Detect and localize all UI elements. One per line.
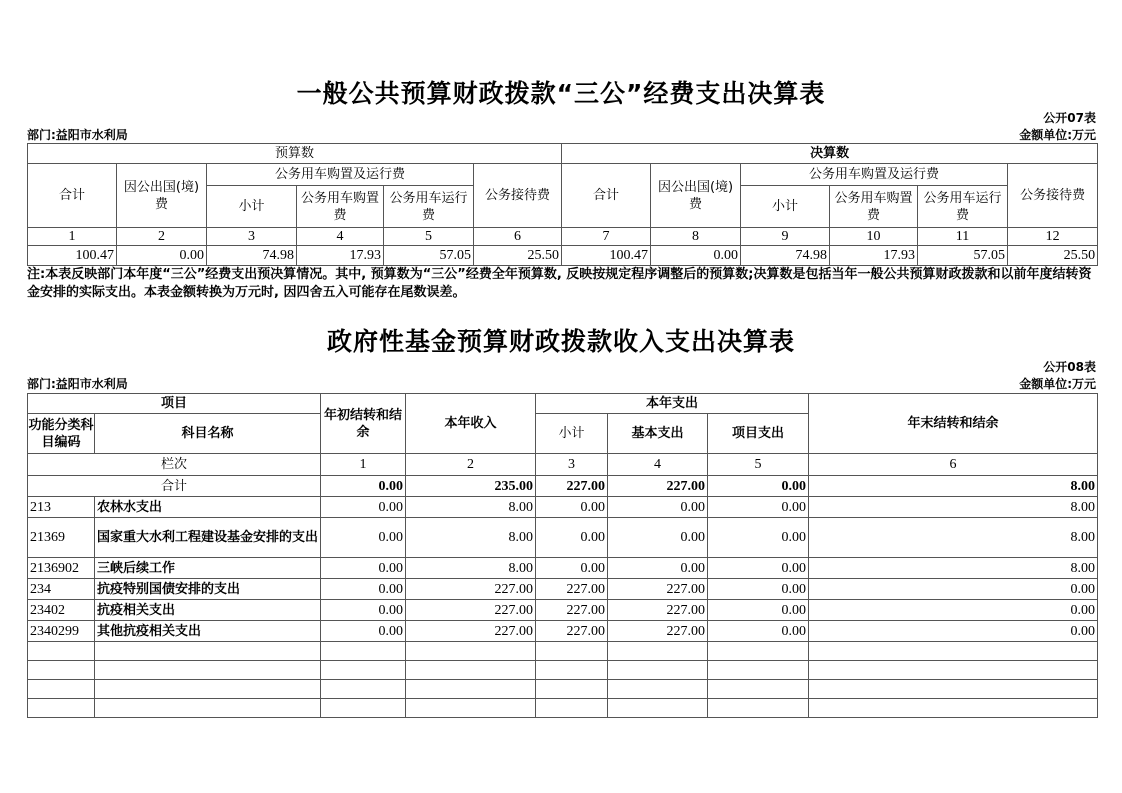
empty-cell xyxy=(321,642,406,661)
empty-row xyxy=(28,642,1098,661)
total-label: 合计 xyxy=(28,476,321,497)
total-cell: 227.00 xyxy=(608,476,708,497)
subject-code: 234 xyxy=(28,579,95,600)
subject-code: 213 xyxy=(28,497,95,518)
empty-cell xyxy=(95,680,321,699)
value-cell: 0.00 xyxy=(809,621,1098,642)
column-index: 4 xyxy=(608,454,708,476)
value-cell: 227.00 xyxy=(608,600,708,621)
value-cell: 227.00 xyxy=(536,600,608,621)
empty-cell xyxy=(536,680,608,699)
subject-name: 国家重大水利工程建设基金安排的支出 xyxy=(95,518,321,558)
value-cell: 0.00 xyxy=(708,600,809,621)
value-cell: 0.00 xyxy=(608,497,708,518)
value-cell: 0.00 xyxy=(708,579,809,600)
index-row xyxy=(28,454,1098,476)
empty-cell xyxy=(809,680,1098,699)
subject-code: 21369 xyxy=(28,518,95,558)
column-index: 2 xyxy=(117,228,207,246)
three-public-expense-table xyxy=(27,143,1098,266)
value-cell: 0.00 xyxy=(708,497,809,518)
table2-dept: 部门:益阳市水利局 xyxy=(27,377,128,391)
column-index: 9 xyxy=(741,228,830,246)
total-cell: 0.00 xyxy=(708,476,809,497)
total-cell: 0.00 xyxy=(321,476,406,497)
column-index: 6 xyxy=(809,454,1098,476)
value-cell: 0.00 xyxy=(321,518,406,558)
column-index: 6 xyxy=(474,228,562,246)
column-index: 8 xyxy=(651,228,741,246)
name-header: 科目名称 xyxy=(95,414,321,454)
subject-name: 三峡后续工作 xyxy=(95,558,321,579)
column-index: 7 xyxy=(562,228,651,246)
value-cell: 227.00 xyxy=(406,621,536,642)
project-header: 项目支出 xyxy=(708,414,809,454)
begin-balance-header: 年初结转和结余 xyxy=(321,394,406,454)
table1-unit: 金额单位:万元 xyxy=(1019,128,1096,142)
value-cell: 0.00 xyxy=(321,621,406,642)
budget-group-header: 预算数 xyxy=(28,144,562,164)
total-cell: 8.00 xyxy=(809,476,1098,497)
table-row xyxy=(28,579,1098,600)
abroad-header: 因公出国(境)费 xyxy=(651,164,741,228)
value-cell: 17.93 xyxy=(297,246,384,266)
value-cell: 8.00 xyxy=(809,518,1098,558)
column-index: 10 xyxy=(830,228,918,246)
value-cell: 227.00 xyxy=(608,579,708,600)
empty-cell xyxy=(406,642,536,661)
value-cell: 74.98 xyxy=(741,246,830,266)
value-cell: 0.00 xyxy=(536,518,608,558)
value-cell: 8.00 xyxy=(406,558,536,579)
table1-dept: 部门:益阳市水利局 xyxy=(27,128,128,142)
empty-row xyxy=(28,661,1098,680)
empty-cell xyxy=(28,661,95,680)
table-row xyxy=(28,621,1098,642)
value-cell: 227.00 xyxy=(536,579,608,600)
value-cell: 17.93 xyxy=(830,246,918,266)
car-running-header: 公务用车运行费 xyxy=(918,186,1008,228)
table-row xyxy=(28,600,1098,621)
subtotal-header: 小计 xyxy=(536,414,608,454)
subject-code: 2136902 xyxy=(28,558,95,579)
empty-cell xyxy=(95,642,321,661)
table1-note: 注:本表反映部门本年度“三公”经费支出预决算情况。其中, 预算数为“三公”经费全年预算数, 反映按规定程序调整后的预算数;决算数是包括当年一般公共预算财政拨款和以前年度结转资金安排的实际支出。本表金额转换为万元时, 因四舍五入可能存在尾数误差。 xyxy=(27,267,1092,300)
value-cell: 227.00 xyxy=(406,600,536,621)
empty-cell xyxy=(708,680,809,699)
column-index: 3 xyxy=(536,454,608,476)
total-header: 合计 xyxy=(562,164,651,228)
subject-name: 其他抗疫相关支出 xyxy=(95,621,321,642)
value-cell: 0.00 xyxy=(536,497,608,518)
basic-header: 基本支出 xyxy=(608,414,708,454)
car-header: 公务用车购置及运行费 xyxy=(207,164,474,186)
subtotal-header: 小计 xyxy=(207,186,297,228)
value-cell: 0.00 xyxy=(536,558,608,579)
value-cell: 0.00 xyxy=(608,558,708,579)
empty-cell xyxy=(28,699,95,718)
empty-cell xyxy=(608,699,708,718)
column-index: 2 xyxy=(406,454,536,476)
empty-cell xyxy=(95,699,321,718)
empty-cell xyxy=(809,642,1098,661)
income-header: 本年收入 xyxy=(406,394,536,454)
column-index: 12 xyxy=(1008,228,1098,246)
value-cell: 0.00 xyxy=(117,246,207,266)
value-cell: 0.00 xyxy=(809,579,1098,600)
empty-cell xyxy=(406,680,536,699)
table2-unit: 金额单位:万元 xyxy=(1019,377,1096,391)
car-purchase-header: 公务用车购置费 xyxy=(297,186,384,228)
value-cell: 0.00 xyxy=(608,518,708,558)
empty-cell xyxy=(536,642,608,661)
value-cell: 0.00 xyxy=(708,621,809,642)
table-row xyxy=(28,518,1098,558)
value-cell: 74.98 xyxy=(207,246,297,266)
value-cell: 0.00 xyxy=(321,579,406,600)
code-header: 功能分类科目编码 xyxy=(28,414,95,454)
empty-cell xyxy=(536,699,608,718)
total-cell: 235.00 xyxy=(406,476,536,497)
reception-header: 公务接待费 xyxy=(1008,164,1098,228)
subtotal-header: 小计 xyxy=(741,186,830,228)
car-header: 公务用车购置及运行费 xyxy=(741,164,1008,186)
empty-cell xyxy=(608,680,708,699)
total-row xyxy=(28,476,1098,497)
empty-cell xyxy=(608,661,708,680)
car-running-header: 公务用车运行费 xyxy=(384,186,474,228)
subject-name: 抗疫相关支出 xyxy=(95,600,321,621)
gov-fund-table xyxy=(27,393,1098,718)
empty-cell xyxy=(536,661,608,680)
empty-cell xyxy=(608,642,708,661)
column-index: 5 xyxy=(384,228,474,246)
value-cell: 57.05 xyxy=(384,246,474,266)
column-index: 1 xyxy=(28,228,117,246)
value-cell: 227.00 xyxy=(608,621,708,642)
empty-cell xyxy=(95,661,321,680)
column-label: 栏次 xyxy=(28,454,321,476)
subject-code: 23402 xyxy=(28,600,95,621)
value-cell: 25.50 xyxy=(1008,246,1098,266)
empty-cell xyxy=(809,661,1098,680)
table-row xyxy=(28,497,1098,518)
value-cell: 0.00 xyxy=(651,246,741,266)
end-balance-header: 年末结转和结余 xyxy=(809,394,1098,454)
column-index: 3 xyxy=(207,228,297,246)
subject-name: 农林水支出 xyxy=(95,497,321,518)
expense-header: 本年支出 xyxy=(536,394,809,414)
subject-name: 抗疫特别国债安排的支出 xyxy=(95,579,321,600)
empty-cell xyxy=(708,642,809,661)
total-header: 合计 xyxy=(28,164,117,228)
column-index: 11 xyxy=(918,228,1008,246)
value-cell: 8.00 xyxy=(406,518,536,558)
reception-header: 公务接待费 xyxy=(474,164,562,228)
value-cell: 25.50 xyxy=(474,246,562,266)
table2-title: 政府性基金预算财政拨款收入支出决算表 xyxy=(326,327,795,356)
empty-cell xyxy=(708,661,809,680)
value-cell: 227.00 xyxy=(406,579,536,600)
column-index: 4 xyxy=(297,228,384,246)
empty-cell xyxy=(28,680,95,699)
value-cell: 8.00 xyxy=(406,497,536,518)
value-cell: 57.05 xyxy=(918,246,1008,266)
empty-cell xyxy=(406,699,536,718)
value-cell: 0.00 xyxy=(321,497,406,518)
value-cell: 100.47 xyxy=(562,246,651,266)
car-purchase-header: 公务用车购置费 xyxy=(830,186,918,228)
empty-cell xyxy=(809,699,1098,718)
empty-cell xyxy=(321,699,406,718)
table1-code: 公开07表 xyxy=(1043,111,1096,125)
empty-cell xyxy=(406,661,536,680)
table2-code: 公开08表 xyxy=(1043,360,1096,374)
table1-title: 一般公共预算财政拨款“三公”经费支出决算表 xyxy=(296,79,826,108)
value-cell: 8.00 xyxy=(809,497,1098,518)
subject-code: 2340299 xyxy=(28,621,95,642)
column-index: 5 xyxy=(708,454,809,476)
value-cell: 0.00 xyxy=(321,558,406,579)
empty-cell xyxy=(28,642,95,661)
value-cell: 8.00 xyxy=(809,558,1098,579)
value-cell: 227.00 xyxy=(536,621,608,642)
empty-cell xyxy=(321,680,406,699)
final-group-header: 决算数 xyxy=(562,144,1098,164)
abroad-header: 因公出国(境)费 xyxy=(117,164,207,228)
value-cell: 0.00 xyxy=(708,518,809,558)
column-index: 1 xyxy=(321,454,406,476)
value-cell: 0.00 xyxy=(321,600,406,621)
value-cell: 0.00 xyxy=(708,558,809,579)
table-row xyxy=(28,558,1098,579)
value-cell: 0.00 xyxy=(809,600,1098,621)
item-header: 项目 xyxy=(28,394,321,414)
empty-cell xyxy=(321,661,406,680)
empty-cell xyxy=(708,699,809,718)
empty-row xyxy=(28,699,1098,718)
empty-row xyxy=(28,680,1098,699)
total-cell: 227.00 xyxy=(536,476,608,497)
value-cell: 100.47 xyxy=(28,246,117,266)
